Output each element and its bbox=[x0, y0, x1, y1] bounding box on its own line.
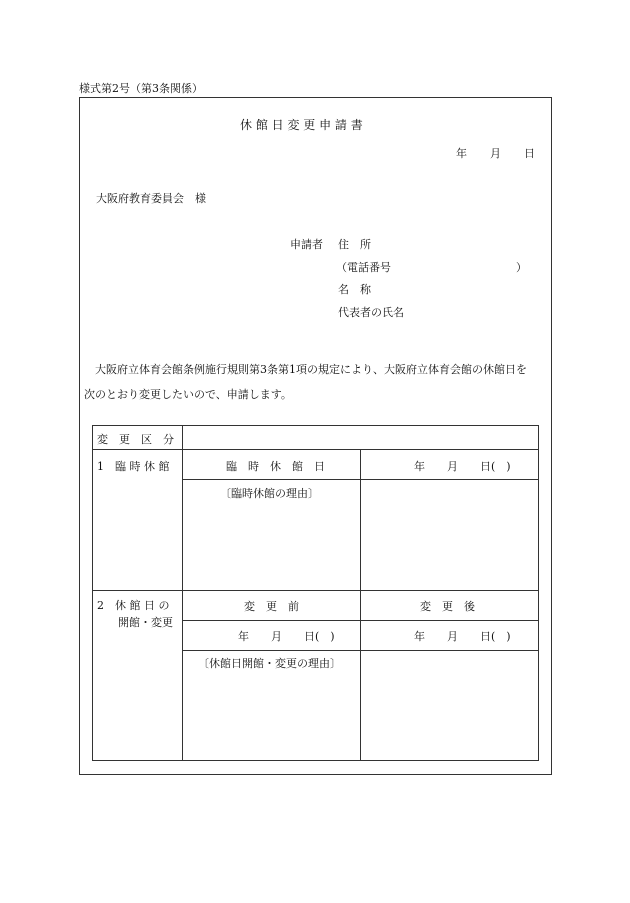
section2-reason-label: 〔休館日開館・変更の理由〕 bbox=[198, 657, 341, 670]
body-line-2: 次のとおり変更したいので、申請します。 bbox=[84, 388, 292, 401]
section2-label-line2: 開館・変更 bbox=[118, 616, 173, 629]
date-month: 月 bbox=[490, 147, 501, 160]
addressee: 大阪府教育委員会 様 bbox=[96, 192, 206, 205]
category-header: 変 更 区 分 bbox=[97, 433, 174, 446]
date-day: 日 bbox=[524, 147, 535, 160]
applicant-address-label: 住 所 bbox=[338, 238, 371, 251]
section2-before-date: 年 月 日( ) bbox=[238, 630, 335, 643]
date-year: 年 bbox=[456, 147, 467, 160]
section1-reason-label: 〔臨時休館の理由〕 bbox=[220, 487, 319, 500]
section1-date-value: 年 月 日( ) bbox=[414, 460, 511, 473]
section2-after-label: 変 更 後 bbox=[420, 600, 475, 613]
form-title: 休 館 日 変 更 申 請 書 bbox=[240, 118, 363, 132]
applicant-name-label: 名 称 bbox=[338, 283, 371, 296]
applicant-label: 申請者 bbox=[290, 238, 323, 251]
section2-before-label: 変 更 前 bbox=[244, 600, 299, 613]
form-number: 様式第2号（第3条関係） bbox=[79, 82, 203, 95]
section1-date-label: 臨 時 休 館 日 bbox=[226, 460, 325, 473]
body-line-1: 大阪府立体育会館条例施行規則第3条第1項の規定により、大阪府立体育会館の休館日を bbox=[84, 363, 527, 376]
section1-label: 1 臨 時 休 館 bbox=[97, 460, 170, 473]
applicant-phone-label: （電話番号 bbox=[336, 261, 391, 274]
section2-after-date: 年 月 日( ) bbox=[414, 630, 511, 643]
section2-label-line1: 2 休 館 日 の bbox=[97, 599, 170, 612]
applicant-phone-close: ） bbox=[516, 261, 527, 274]
applicant-representative-label: 代表者の氏名 bbox=[338, 306, 404, 319]
